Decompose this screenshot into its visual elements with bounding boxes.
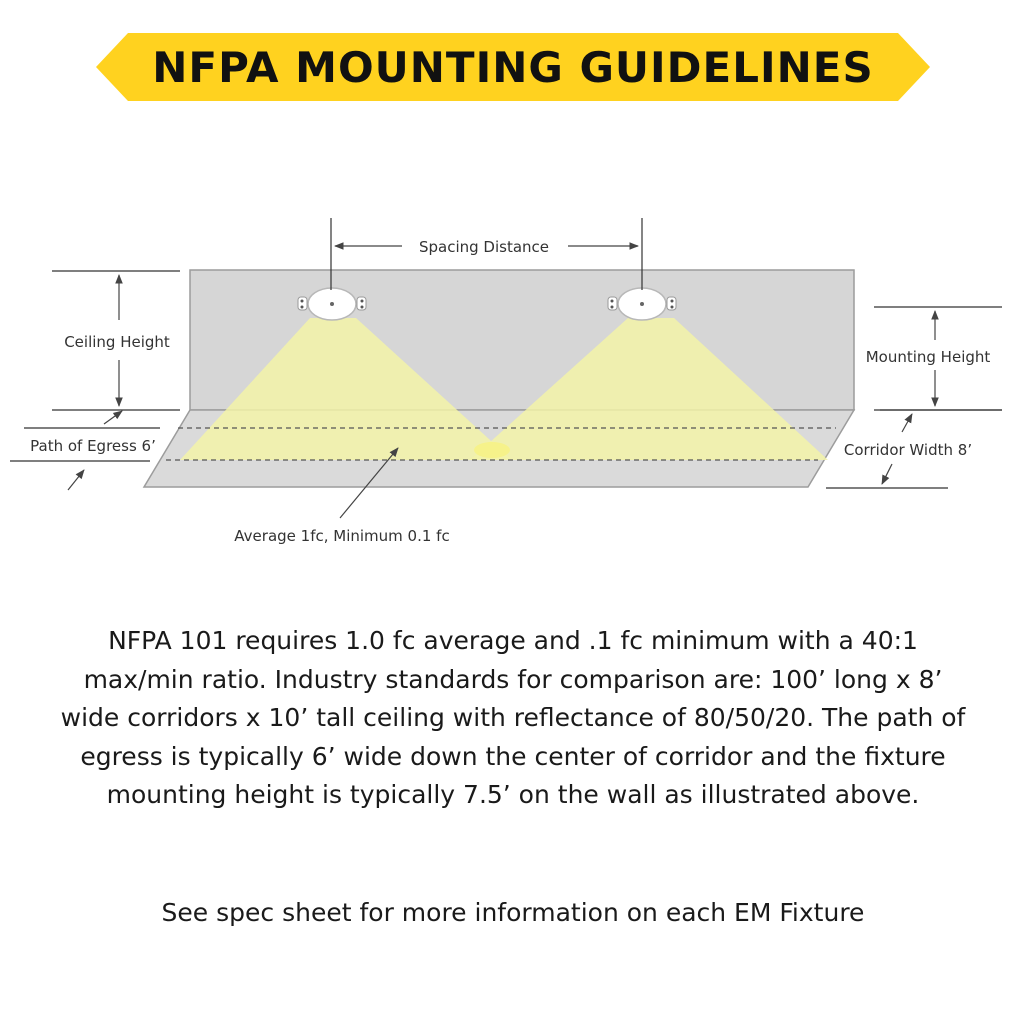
page-title: NFPA MOUNTING GUIDELINES bbox=[152, 43, 874, 92]
corridor-width-label: Corridor Width 8’ bbox=[843, 441, 973, 459]
spec-sheet-note: See spec sheet for more information on each EM Fixture bbox=[161, 898, 865, 927]
corridor-diagram bbox=[0, 140, 1026, 600]
light-overlap bbox=[474, 442, 510, 458]
ceiling-height-label: Ceiling Height bbox=[64, 333, 170, 351]
guideline-paragraph: NFPA 101 requires 1.0 fc average and .1 fc minimum with a 40:1 max/min ratio. Industry standards for comparison are: 100’ long x 8’ wide corridors x 10’ tall ceiling with reflectance of 80/50/20. The path of egress is typically 6’ wide down the center of corridor and the fixture mounting height is typically 7.5’ on the wall as illustrated above. bbox=[60, 626, 966, 809]
diagram-svg bbox=[0, 140, 1026, 600]
illumination-label: Average 1fc, Minimum 0.1 fc bbox=[234, 527, 450, 545]
mounting-height-label: Mounting Height bbox=[865, 348, 991, 366]
spacing-distance-label: Spacing Distance bbox=[418, 238, 550, 256]
header-banner bbox=[0, 0, 1026, 140]
egress-label: Path of Egress 6’ bbox=[30, 437, 156, 455]
